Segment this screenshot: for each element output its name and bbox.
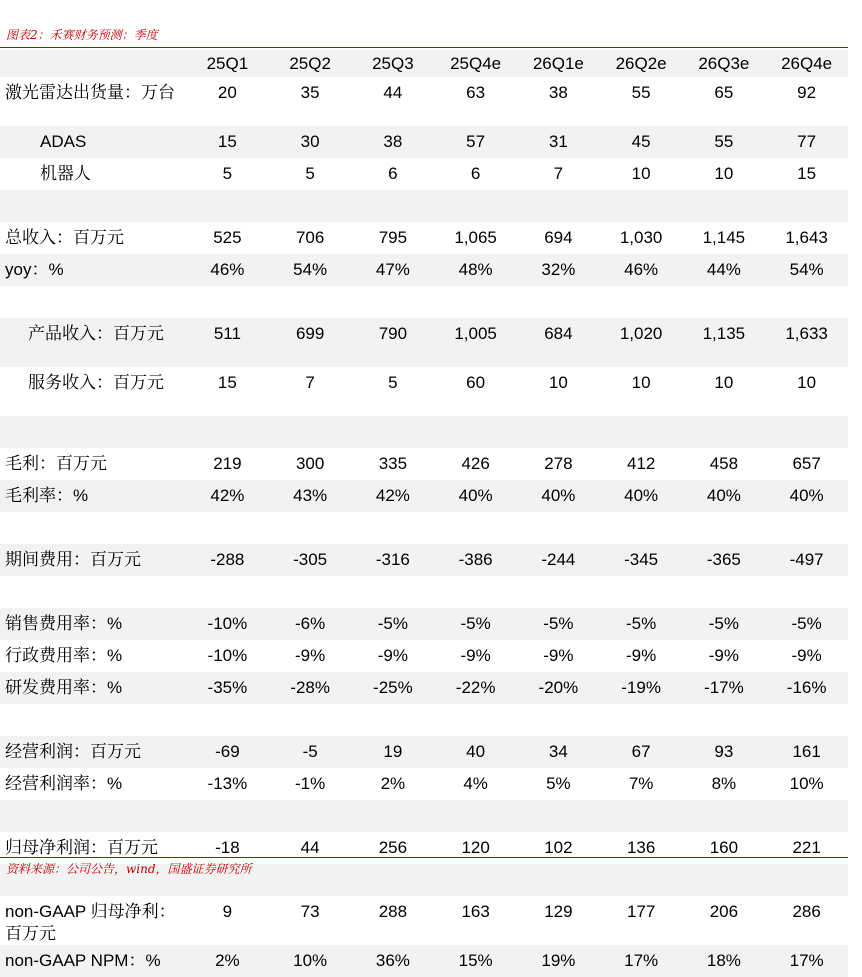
value-cell: 5 — [388, 373, 398, 392]
value-cell — [269, 864, 352, 896]
value-cell: 10 — [797, 373, 817, 392]
value-cell: 7% — [628, 774, 654, 793]
value-cell: 458 — [709, 454, 739, 473]
value-cell — [186, 576, 269, 608]
value-cell: -22% — [434, 672, 517, 704]
value-cell: -9% — [295, 646, 326, 665]
spacer-row — [0, 800, 848, 832]
value-cell — [600, 416, 683, 448]
value-cell: -9% — [791, 646, 822, 665]
value-cell: 2% — [380, 774, 406, 793]
value-cell — [352, 800, 435, 832]
value-cell — [352, 576, 435, 608]
value-cell — [269, 800, 352, 832]
value-cell: -5 — [269, 736, 352, 768]
value-cell: 55 — [683, 126, 766, 158]
value-cell — [352, 512, 435, 544]
row-label: non-GAAP NPM：% — [0, 945, 186, 977]
table-row — [0, 768, 848, 800]
value-cell: 46% — [600, 254, 683, 286]
value-cell: -5% — [600, 608, 683, 640]
value-cell: -13% — [207, 774, 248, 793]
value-cell: 44% — [683, 254, 766, 286]
value-cell: 4% — [463, 774, 488, 793]
value-cell — [683, 576, 766, 608]
value-cell: 40 — [434, 736, 517, 768]
row-label — [0, 190, 186, 222]
column-header: 26Q2e — [600, 50, 683, 77]
value-cell: 38 — [548, 83, 568, 102]
value-cell: 5 — [222, 164, 233, 183]
value-cell — [765, 190, 848, 222]
value-cell: 65 — [714, 83, 734, 102]
value-cell — [600, 286, 683, 318]
value-cell — [269, 190, 352, 222]
value-cell: 40% — [683, 480, 766, 512]
value-cell — [517, 190, 600, 222]
value-cell — [683, 190, 766, 222]
value-cell — [683, 512, 766, 544]
value-cell: 102 — [544, 838, 573, 857]
value-cell — [434, 864, 517, 896]
row-label: 期间费用：百万元 — [0, 544, 186, 576]
value-cell: -345 — [600, 544, 683, 576]
value-cell: 10% — [269, 945, 352, 977]
bottom-rule — [0, 857, 848, 858]
table-row — [0, 480, 848, 512]
value-cell: 30 — [269, 126, 352, 158]
value-cell: -10% — [207, 646, 248, 665]
value-cell — [352, 704, 435, 736]
value-cell: -5% — [434, 608, 517, 640]
value-cell — [765, 286, 848, 318]
value-cell: -28% — [269, 672, 352, 704]
value-cell — [269, 512, 352, 544]
value-cell — [434, 512, 517, 544]
value-cell: 5 — [305, 164, 315, 183]
row-label: 机器人 — [40, 164, 91, 183]
value-cell — [765, 416, 848, 448]
value-cell: 511 — [186, 318, 269, 367]
value-cell — [517, 512, 600, 544]
value-cell: 32% — [517, 254, 600, 286]
value-cell: 63 — [466, 83, 486, 102]
value-cell: -5% — [352, 608, 435, 640]
value-cell — [517, 576, 600, 608]
value-cell: 221 — [792, 838, 821, 857]
value-cell — [186, 512, 269, 544]
header-corner — [0, 50, 186, 77]
top-rule — [0, 47, 848, 48]
value-cell: 43% — [269, 480, 352, 512]
value-cell: -288 — [186, 544, 269, 576]
value-cell — [517, 800, 600, 832]
value-cell — [517, 704, 600, 736]
value-cell: 19 — [352, 736, 435, 768]
value-cell: 47% — [352, 254, 435, 286]
value-cell: 1,020 — [600, 318, 683, 367]
value-cell: 1,643 — [785, 228, 828, 247]
value-cell — [517, 864, 600, 896]
column-header: 25Q3 — [352, 50, 435, 77]
value-cell: 1,030 — [619, 228, 663, 247]
value-cell — [434, 190, 517, 222]
value-cell — [434, 800, 517, 832]
value-cell: 219 — [213, 454, 242, 473]
table-row — [0, 544, 848, 576]
value-cell: 10 — [548, 373, 568, 392]
value-cell: 60 — [466, 373, 486, 392]
table-row — [0, 158, 848, 190]
value-cell — [683, 864, 766, 896]
value-cell: -19% — [600, 672, 683, 704]
value-cell: 42% — [352, 480, 435, 512]
row-label: 经营利润率：% — [5, 774, 123, 793]
value-cell — [683, 800, 766, 832]
row-label — [0, 286, 186, 318]
forecast-table — [0, 50, 848, 977]
value-cell: 684 — [517, 318, 600, 367]
spacer-row — [0, 190, 848, 222]
table-row — [0, 254, 848, 286]
value-cell: 54% — [269, 254, 352, 286]
value-cell: 15 — [217, 373, 237, 392]
value-cell: 1,145 — [702, 228, 746, 247]
row-label: 激光雷达出货量：万台 — [5, 83, 175, 102]
value-cell: 335 — [378, 454, 408, 473]
value-cell: -18 — [215, 838, 240, 857]
value-cell: 57 — [434, 126, 517, 158]
value-cell — [600, 190, 683, 222]
value-cell: 161 — [765, 736, 848, 768]
value-cell: 525 — [213, 228, 242, 247]
value-cell: 34 — [517, 736, 600, 768]
value-cell: 795 — [378, 228, 408, 247]
value-cell — [434, 576, 517, 608]
value-cell — [600, 576, 683, 608]
value-cell: -10% — [186, 608, 269, 640]
row-label: ADAS — [0, 126, 186, 158]
value-cell: -16% — [765, 672, 848, 704]
row-label: 经营利润：百万元 — [0, 736, 186, 768]
value-cell: 412 — [626, 454, 656, 473]
value-cell: -35% — [186, 672, 269, 704]
value-cell: 48% — [434, 254, 517, 286]
value-cell: 5% — [546, 774, 571, 793]
value-cell: -316 — [352, 544, 435, 576]
column-header: 25Q4e — [434, 50, 517, 77]
value-cell: 426 — [461, 454, 490, 473]
value-cell — [600, 704, 683, 736]
value-cell — [765, 512, 848, 544]
table-row — [0, 672, 848, 704]
value-cell — [352, 416, 435, 448]
column-header: 25Q1 — [186, 50, 269, 77]
value-cell — [434, 416, 517, 448]
value-cell — [683, 704, 766, 736]
value-cell: 35 — [300, 83, 320, 102]
value-cell: 6 — [470, 164, 481, 183]
value-cell — [765, 800, 848, 832]
row-label — [0, 800, 186, 832]
value-cell: -17% — [683, 672, 766, 704]
row-label: non-GAAP 归母净利：百万元 — [5, 902, 176, 943]
value-cell: 15 — [797, 164, 817, 183]
value-cell — [600, 864, 683, 896]
row-label: 毛利：百万元 — [5, 454, 107, 473]
value-cell: -69 — [186, 736, 269, 768]
table-row — [0, 448, 848, 480]
row-label — [0, 416, 186, 448]
value-cell: -9% — [377, 646, 408, 665]
value-cell: -20% — [517, 672, 600, 704]
value-cell — [352, 190, 435, 222]
value-cell: 10% — [789, 774, 824, 793]
value-cell: 288 — [378, 902, 408, 921]
value-cell: 17% — [600, 945, 683, 977]
value-cell: 67 — [600, 736, 683, 768]
value-cell: 6 — [388, 164, 398, 183]
value-cell: -365 — [683, 544, 766, 576]
value-cell — [765, 864, 848, 896]
spacer-row — [0, 512, 848, 544]
value-cell: -386 — [434, 544, 517, 576]
value-cell: 10 — [631, 164, 651, 183]
table-row — [0, 222, 848, 254]
value-cell: 694 — [544, 228, 573, 247]
value-cell: -9% — [543, 646, 574, 665]
value-cell — [517, 286, 600, 318]
value-cell: 54% — [765, 254, 848, 286]
figure-caption: 图表2：禾赛财务预测：季度 — [6, 28, 158, 42]
value-cell: 790 — [352, 318, 435, 367]
value-cell — [269, 286, 352, 318]
value-cell: -6% — [269, 608, 352, 640]
table-row — [0, 736, 848, 768]
value-cell — [186, 800, 269, 832]
value-cell: 286 — [792, 902, 821, 921]
spacer-row — [0, 286, 848, 318]
value-cell: -9% — [626, 646, 657, 665]
value-cell: 15% — [434, 945, 517, 977]
value-cell: 120 — [461, 838, 490, 857]
value-cell — [434, 704, 517, 736]
spacer-row — [0, 576, 848, 608]
value-cell — [765, 576, 848, 608]
value-cell: 300 — [295, 454, 325, 473]
value-cell — [269, 704, 352, 736]
value-cell: 278 — [544, 454, 573, 473]
row-label — [0, 704, 186, 736]
row-label — [0, 512, 186, 544]
value-cell — [186, 416, 269, 448]
table-row — [0, 318, 848, 367]
value-cell: -5% — [765, 608, 848, 640]
table-row — [0, 945, 848, 977]
value-cell: -9% — [460, 646, 491, 665]
value-cell: 19% — [517, 945, 600, 977]
value-cell: 44 — [383, 83, 403, 102]
value-cell: 2% — [186, 945, 269, 977]
spacer-row — [0, 704, 848, 736]
value-cell: 38 — [352, 126, 435, 158]
value-cell: 7 — [553, 164, 564, 183]
value-cell: 40% — [765, 480, 848, 512]
value-cell: 45 — [600, 126, 683, 158]
value-cell: 42% — [186, 480, 269, 512]
value-cell — [186, 190, 269, 222]
value-cell — [434, 286, 517, 318]
row-label: 产品收入：百万元 — [0, 318, 186, 367]
value-cell: 8% — [711, 774, 737, 793]
value-cell: 256 — [378, 838, 408, 857]
value-cell: 1,005 — [434, 318, 517, 367]
value-cell: 93 — [683, 736, 766, 768]
value-cell: 136 — [626, 838, 656, 857]
value-cell: 206 — [709, 902, 739, 921]
value-cell: 7 — [305, 373, 315, 392]
value-cell: 706 — [295, 228, 325, 247]
row-label: yoy：% — [0, 254, 186, 286]
value-cell: -5% — [517, 608, 600, 640]
value-cell — [269, 416, 352, 448]
value-cell: -305 — [269, 544, 352, 576]
row-label: 毛利率：% — [0, 480, 186, 512]
value-cell: -497 — [765, 544, 848, 576]
spacer-row — [0, 416, 848, 448]
value-cell: 55 — [631, 83, 651, 102]
table-row — [0, 640, 848, 672]
value-cell: 73 — [300, 902, 320, 921]
value-cell — [765, 704, 848, 736]
value-cell — [683, 286, 766, 318]
value-cell — [600, 800, 683, 832]
row-label: 行政费用率：% — [5, 646, 123, 665]
row-label: 归母净利润：百万元 — [5, 838, 158, 857]
value-cell — [269, 576, 352, 608]
value-cell: 129 — [544, 902, 573, 921]
value-cell: 10 — [714, 373, 734, 392]
row-label: 研发费用率：% — [0, 672, 186, 704]
value-cell: 1,065 — [454, 228, 497, 247]
header-row — [0, 50, 848, 77]
value-cell: 15 — [186, 126, 269, 158]
value-cell — [186, 286, 269, 318]
row-label: 总收入：百万元 — [5, 228, 124, 247]
table-row — [0, 608, 848, 640]
column-header: 26Q3e — [683, 50, 766, 77]
source-note: 资料来源：公司公告，wind，国盛证券研究所 — [6, 862, 252, 876]
value-cell — [600, 512, 683, 544]
value-cell: 92 — [797, 83, 817, 102]
table-row — [0, 367, 848, 416]
value-cell: -25% — [352, 672, 435, 704]
value-cell: -244 — [517, 544, 600, 576]
value-cell — [517, 416, 600, 448]
table-row — [0, 896, 848, 945]
column-header: 26Q1e — [517, 50, 600, 77]
value-cell: 1,135 — [683, 318, 766, 367]
value-cell: 31 — [517, 126, 600, 158]
row-label: 销售费用率：% — [0, 608, 186, 640]
value-cell: -1% — [295, 774, 326, 793]
value-cell: 20 — [217, 83, 237, 102]
value-cell — [352, 286, 435, 318]
value-cell: 160 — [709, 838, 739, 857]
value-cell: 40% — [434, 480, 517, 512]
value-cell: -5% — [683, 608, 766, 640]
value-cell: 163 — [461, 902, 490, 921]
value-cell: 40% — [600, 480, 683, 512]
value-cell — [683, 416, 766, 448]
table-row — [0, 77, 848, 126]
value-cell: 17% — [765, 945, 848, 977]
value-cell — [352, 864, 435, 896]
value-cell: 657 — [792, 454, 821, 473]
value-cell: 77 — [765, 126, 848, 158]
value-cell: 36% — [352, 945, 435, 977]
row-label: 服务收入：百万元 — [28, 373, 164, 392]
value-cell: 699 — [269, 318, 352, 367]
value-cell: 1,633 — [765, 318, 848, 367]
value-cell: 10 — [631, 373, 651, 392]
value-cell: 44 — [300, 838, 320, 857]
column-header: 25Q2 — [269, 50, 352, 77]
value-cell: 18% — [683, 945, 766, 977]
value-cell — [186, 704, 269, 736]
value-cell: 9 — [222, 902, 233, 921]
table-row — [0, 126, 848, 158]
row-label — [0, 576, 186, 608]
column-header: 26Q4e — [765, 50, 848, 77]
value-cell: 177 — [626, 902, 656, 921]
value-cell: 10 — [714, 164, 734, 183]
value-cell: 40% — [517, 480, 600, 512]
value-cell: -9% — [708, 646, 739, 665]
value-cell: 46% — [186, 254, 269, 286]
